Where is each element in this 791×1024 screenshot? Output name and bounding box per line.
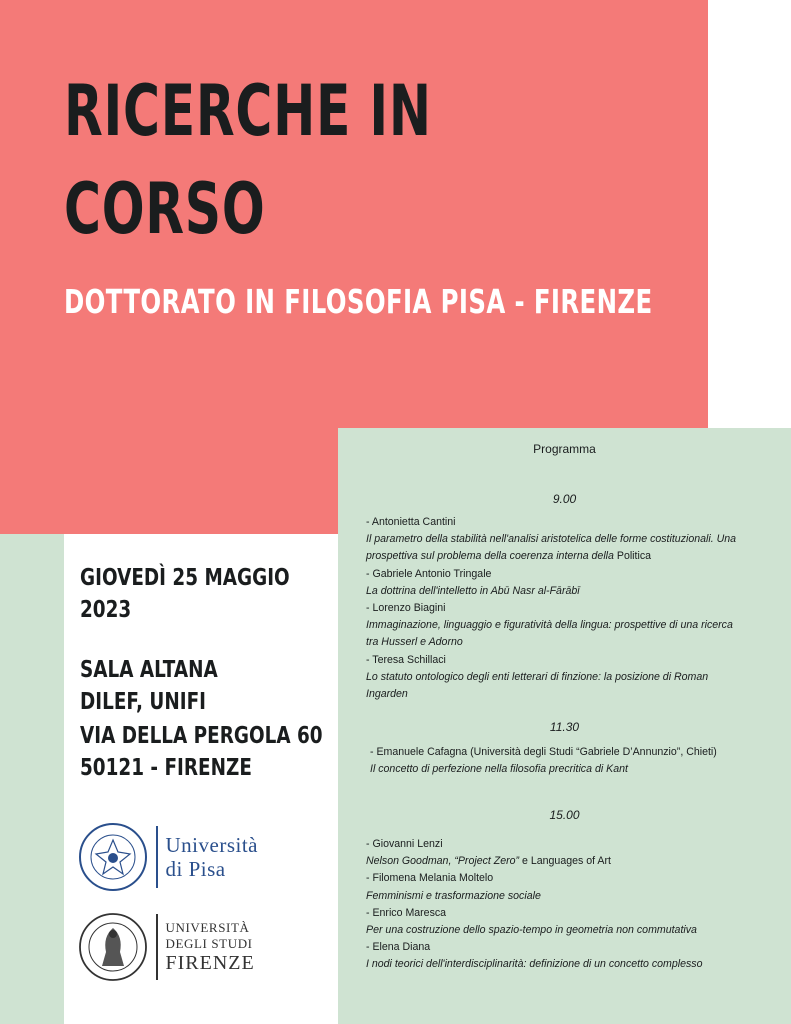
speaker-name: - Antonietta Cantini bbox=[366, 516, 456, 528]
session-time-morning: 9.00 bbox=[552, 492, 577, 506]
address-line-1: VIA DELLA PERGOLA 60 bbox=[80, 723, 323, 749]
page-subtitle: DOTTORATO IN FILOSOFIA PISA - FIRENZE bbox=[64, 282, 653, 321]
firenze-seal-icon bbox=[78, 912, 148, 982]
speaker-name: - Emanuele Cafagna (Università degli Studi “Gabriele D’Annunzio”, Chieti) bbox=[370, 746, 717, 758]
talk-line: Lo statuto ontologico degli enti letterari di finzione: la posizione di Roman bbox=[366, 670, 709, 683]
speaker-name: - Gabriele Antonio Tringale bbox=[366, 567, 492, 580]
title-line-2: CORSO bbox=[64, 168, 266, 250]
speaker-name: - Filomena Melania Moltelo bbox=[366, 872, 494, 885]
talk-title: La dottrina dell'intelletto in Abū Nasr al-Fārābī bbox=[366, 584, 580, 597]
talk-title bbox=[366, 617, 786, 651]
session-time-late-morning: 11.30 bbox=[549, 720, 580, 734]
talk-line: Il parametro della stabilità nell'analisi aristotelica delle forme costituzionali. Una bbox=[366, 533, 737, 546]
session-morning-list bbox=[366, 514, 786, 703]
session-afternoon-list bbox=[366, 836, 786, 974]
address-line-2: 50121 - FIRENZE bbox=[80, 755, 252, 781]
firenze-logo-text bbox=[166, 920, 255, 974]
venue-line-1: SALA ALTANA bbox=[80, 657, 218, 683]
firenze-line-2: DEGLI STUDI bbox=[165, 936, 253, 951]
event-date bbox=[80, 562, 290, 626]
speaker-name: - Giovanni Lenzi bbox=[366, 838, 443, 850]
event-venue bbox=[80, 654, 218, 718]
talk-title: I nodi teorici dell'interdisciplinarità: definizione di un concetto complesso bbox=[366, 958, 703, 971]
pisa-line-2: di Pisa bbox=[165, 857, 226, 881]
firenze-line-3: FIRENZE bbox=[165, 952, 255, 974]
pisa-logo-divider bbox=[156, 826, 158, 888]
university-firenze-logo bbox=[78, 912, 255, 982]
talk-title bbox=[366, 531, 786, 565]
talk-line-upright: Politica bbox=[616, 550, 652, 563]
title-line-1: RICERCHE IN bbox=[64, 70, 432, 152]
talk-line: Ingarden bbox=[366, 688, 408, 701]
talk-title: Il concetto di perfezione nella filosofia precritica di Kant bbox=[370, 763, 628, 776]
talk-title bbox=[366, 853, 786, 870]
firenze-line-1: UNIVERSITÀ bbox=[165, 920, 250, 935]
page-title bbox=[64, 62, 698, 258]
talk-title: Per una costruzione dello spazio-tempo in geometria non commutativa bbox=[366, 924, 697, 937]
pisa-seal-icon bbox=[78, 822, 148, 892]
speaker-name: - Teresa Schillaci bbox=[366, 653, 446, 666]
speaker-name: - Lorenzo Biagini bbox=[366, 602, 446, 615]
program-title: Programma bbox=[533, 442, 596, 456]
talk-line: Nelson Goodman, “Project Zero” bbox=[366, 855, 523, 868]
program-panel bbox=[338, 428, 791, 1024]
talk-line: tra Husserl e Adorno bbox=[366, 636, 463, 649]
session-time-afternoon: 15.00 bbox=[549, 808, 580, 822]
pisa-line-1: Università bbox=[165, 833, 258, 857]
left-green-panel bbox=[0, 534, 64, 1024]
venue-line-2: DILEF, UNIFI bbox=[80, 689, 207, 715]
date-line-1: GIOVEDÌ 25 MAGGIO bbox=[80, 565, 290, 591]
session-late-morning-list bbox=[370, 744, 790, 778]
university-pisa-logo bbox=[78, 822, 258, 892]
speaker-name: - Enrico Maresca bbox=[366, 906, 447, 919]
speaker-name: - Elena Diana bbox=[366, 941, 431, 954]
event-address bbox=[80, 720, 323, 784]
talk-line: Immaginazione, linguaggio e figuratività della lingua: prospettive di una ricerca bbox=[366, 619, 733, 632]
talk-line: prospettiva sul problema della coerenza interna della bbox=[366, 550, 617, 563]
pisa-logo-text bbox=[166, 833, 258, 881]
firenze-logo-divider bbox=[156, 914, 158, 980]
talk-title: Femminismi e trasformazione sociale bbox=[366, 889, 541, 902]
date-line-2: 2023 bbox=[80, 597, 132, 623]
talk-title bbox=[366, 669, 786, 703]
talk-line-upright: e Languages of Art bbox=[522, 855, 611, 868]
